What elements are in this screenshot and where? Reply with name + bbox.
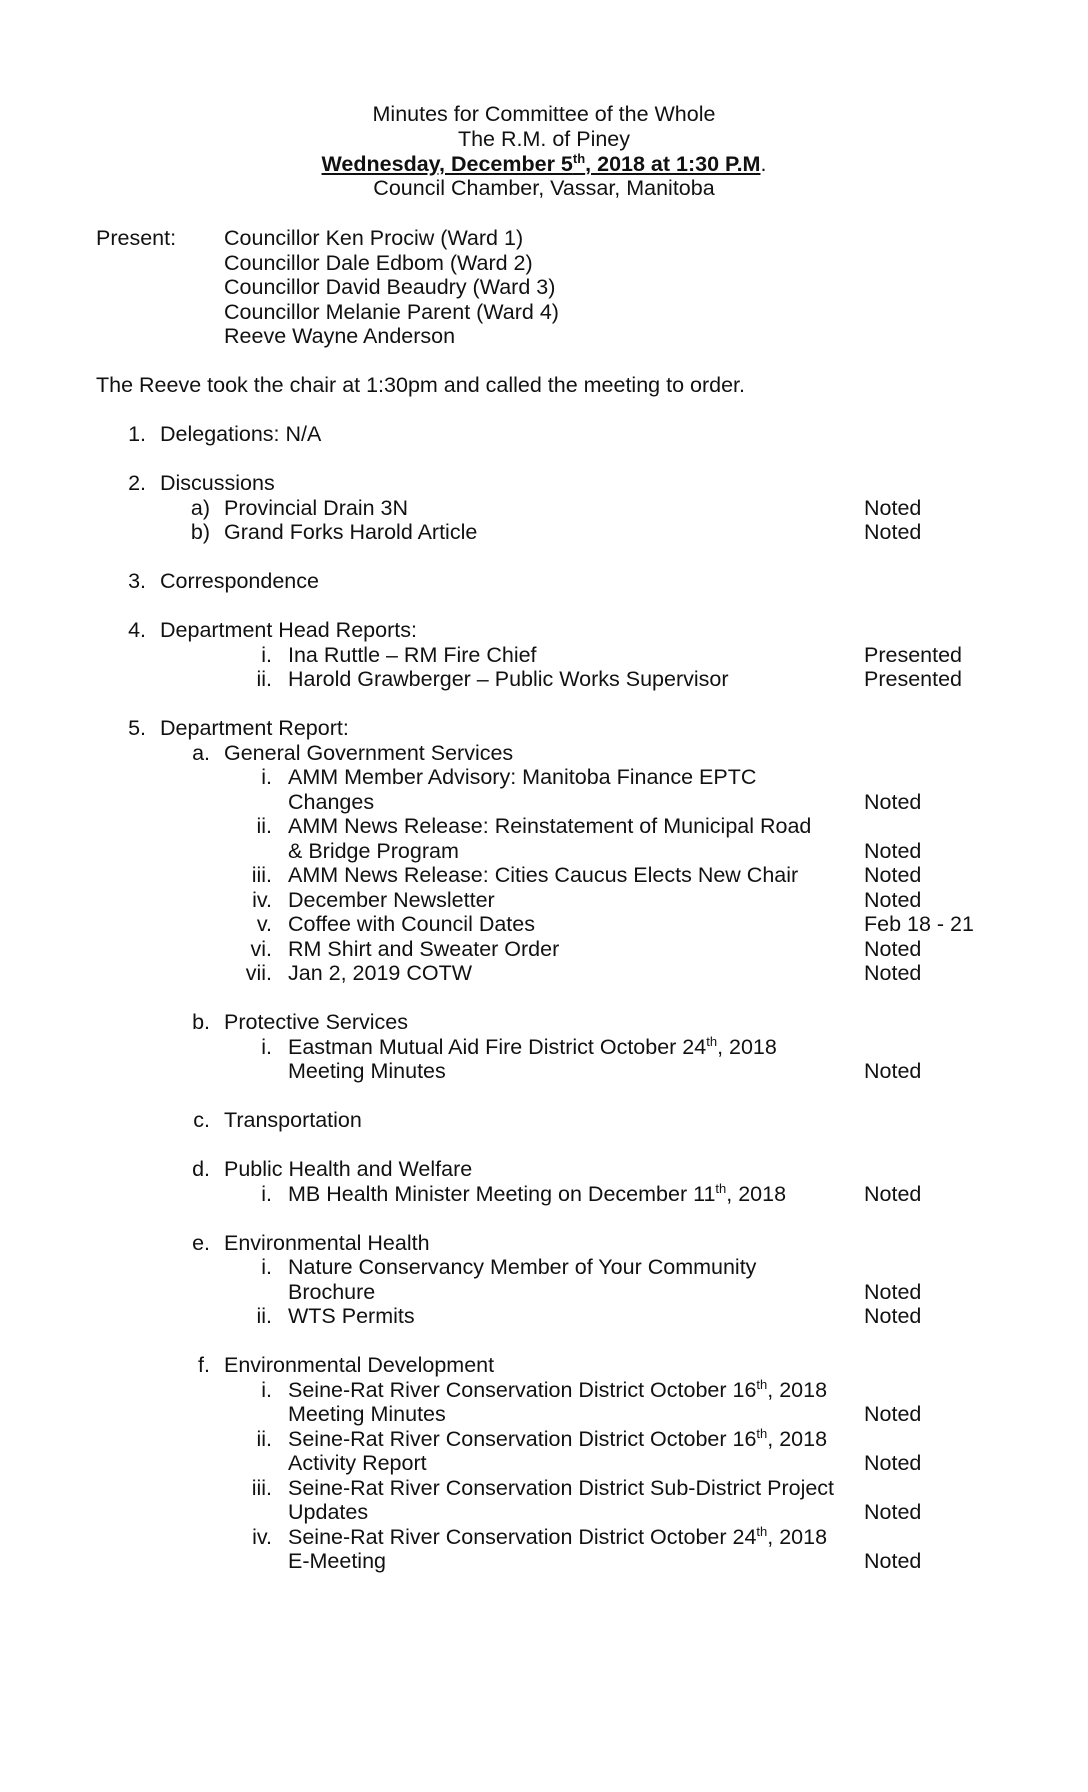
section-number: 4. xyxy=(128,618,146,642)
agenda-item: Grand Forks Harold Article xyxy=(224,520,478,544)
subsection-marker: d. xyxy=(192,1157,210,1181)
agenda-item: Seine-Rat River Conservation District Sub-District Project xyxy=(288,1476,835,1500)
agenda-item-year: , 2018 xyxy=(767,1525,828,1549)
section-title: Correspondence xyxy=(160,569,319,593)
agenda-item: AMM Member Advisory: Manitoba Finance EPTC xyxy=(288,765,757,789)
agenda-item-text: Seine-Rat River Conservation District October 24 xyxy=(288,1525,757,1549)
item-status: Noted xyxy=(864,496,922,520)
item-marker: i. xyxy=(261,1378,272,1402)
item-status: Noted xyxy=(864,790,922,814)
meeting-location: Council Chamber, Vassar, Manitoba xyxy=(373,176,715,200)
agenda-item: December Newsletter xyxy=(288,888,495,912)
item-marker: iv. xyxy=(252,1525,272,1549)
item-marker: i. xyxy=(261,1182,272,1206)
agenda-item-year: , 2018 xyxy=(767,1427,828,1451)
item-status: Noted xyxy=(864,863,922,887)
agenda-item-cont: & Bridge Program xyxy=(288,839,459,863)
present-member: Councillor Ken Prociw (Ward 1) xyxy=(224,226,524,250)
date-suffix: th xyxy=(572,150,586,166)
item-status: Presented xyxy=(864,667,963,691)
agenda-item-cont: E-Meeting xyxy=(288,1549,386,1573)
item-status: Noted xyxy=(864,1304,922,1328)
agenda-item: AMM News Release: Reinstatement of Municipal Road xyxy=(288,814,812,838)
item-marker: i. xyxy=(261,643,272,667)
doc-title: Minutes for Committee of the Whole xyxy=(372,102,716,126)
item-marker: i. xyxy=(261,1255,272,1279)
subsection-title: Environmental Development xyxy=(224,1353,495,1377)
agenda-item xyxy=(288,1525,827,1549)
item-marker: i. xyxy=(261,1035,272,1059)
item-marker: ii. xyxy=(256,814,272,838)
agenda-item-cont: Changes xyxy=(288,790,375,814)
item-status: Noted xyxy=(864,1182,922,1206)
agenda-item-cont: Brochure xyxy=(288,1280,376,1304)
agenda-item: RM Shirt and Sweater Order xyxy=(288,937,560,961)
agenda-item-year: , 2018 xyxy=(717,1035,777,1059)
section-title: Delegations: N/A xyxy=(160,422,322,446)
agenda-item: Coffee with Council Dates xyxy=(288,912,535,936)
present-member: Reeve Wayne Anderson xyxy=(224,324,456,348)
agenda-item-cont: Activity Report xyxy=(288,1451,427,1475)
item-status: Noted xyxy=(864,1280,922,1304)
subsection-marker: e. xyxy=(192,1231,210,1255)
present-member: Councillor Dale Edbom (Ward 2) xyxy=(224,251,533,275)
doc-org: The R.M. of Piney xyxy=(457,127,631,151)
agenda-item-text: Seine-Rat River Conservation District October 16 xyxy=(288,1378,757,1402)
item-status: Noted xyxy=(864,520,922,544)
agenda-item xyxy=(288,1035,777,1059)
subsection-title: Public Health and Welfare xyxy=(224,1157,473,1181)
section-number: 3. xyxy=(128,569,146,593)
agenda-item xyxy=(288,1427,827,1451)
subsection-title: Transportation xyxy=(224,1108,362,1132)
item-status: Noted xyxy=(864,1059,922,1083)
item-marker: vii. xyxy=(245,961,272,985)
present-member: Councillor Melanie Parent (Ward 4) xyxy=(224,300,559,324)
ordinal-suffix: th xyxy=(756,1425,768,1441)
item-marker: iv. xyxy=(252,888,272,912)
item-status: Noted xyxy=(864,1549,922,1573)
subsection-marker: b. xyxy=(192,1010,210,1034)
item-status: Noted xyxy=(864,1402,922,1426)
agenda-item: Ina Ruttle – RM Fire Chief xyxy=(288,643,537,667)
meeting-date xyxy=(0,152,1088,176)
agenda-item xyxy=(288,1182,786,1206)
agenda-item-year: , 2018 xyxy=(767,1378,828,1402)
subsection-title: General Government Services xyxy=(224,741,514,765)
section-number: 1. xyxy=(128,422,146,446)
agenda-item: Provincial Drain 3N xyxy=(224,496,409,520)
section-number: 5. xyxy=(128,716,146,740)
section-number: 2. xyxy=(128,471,146,495)
opening-statement: The Reeve took the chair at 1:30pm and called the meeting to order. xyxy=(96,373,745,397)
subsection-marker: a. xyxy=(192,741,210,765)
item-status: Presented xyxy=(864,643,963,667)
agenda-item-cont: Meeting Minutes xyxy=(288,1402,446,1426)
agenda-item xyxy=(288,1378,827,1402)
agenda-item-cont: Updates xyxy=(288,1500,369,1524)
agenda-item-cont: Meeting Minutes xyxy=(288,1059,446,1083)
subsection-marker: c. xyxy=(193,1108,210,1132)
item-marker: ii. xyxy=(256,1427,272,1451)
item-marker: i. xyxy=(261,765,272,789)
item-marker: v. xyxy=(256,912,272,936)
section-title: Discussions xyxy=(160,471,275,495)
agenda-item: Nature Conservancy Member of Your Community xyxy=(288,1255,757,1279)
section-title: Department Report: xyxy=(160,716,349,740)
present-label: Present: xyxy=(96,226,177,250)
item-marker: iii. xyxy=(251,1476,272,1500)
agenda-item-text: Eastman Mutual Aid Fire District October 24 xyxy=(288,1035,707,1059)
item-marker: b) xyxy=(190,520,210,544)
agenda-item-text: Seine-Rat River Conservation District October 16 xyxy=(288,1427,757,1451)
section-title: Department Head Reports: xyxy=(160,618,417,642)
agenda-item-year: , 2018 xyxy=(726,1182,787,1206)
ordinal-suffix: th xyxy=(756,1376,768,1392)
present-member: Councillor David Beaudry (Ward 3) xyxy=(224,275,556,299)
item-marker: ii. xyxy=(256,1304,272,1328)
item-status: Noted xyxy=(864,1451,922,1475)
subsection-title: Environmental Health xyxy=(224,1231,430,1255)
item-marker: a) xyxy=(190,496,210,520)
agenda-item: Harold Grawberger – Public Works Supervisor xyxy=(288,667,729,691)
item-status: Feb 18 - 21 xyxy=(864,912,974,936)
agenda-item: AMM News Release: Cities Caucus Elects New Chair xyxy=(288,863,799,887)
date-time: , 2018 at 1:30 P.M xyxy=(585,152,761,176)
item-status: Noted xyxy=(864,888,922,912)
ordinal-suffix: th xyxy=(706,1033,718,1049)
subsection-marker: f. xyxy=(198,1353,210,1377)
agenda-item-text: MB Health Minister Meeting on December 11 xyxy=(288,1182,716,1206)
item-status: Noted xyxy=(864,937,922,961)
ordinal-suffix: th xyxy=(715,1180,727,1196)
ordinal-suffix: th xyxy=(756,1523,768,1539)
item-status: Noted xyxy=(864,961,922,985)
item-marker: iii. xyxy=(251,863,272,887)
subsection-title: Protective Services xyxy=(224,1010,409,1034)
item-status: Noted xyxy=(864,839,922,863)
agenda-item: Jan 2, 2019 COTW xyxy=(288,961,473,985)
item-marker: vi. xyxy=(250,937,272,961)
item-status: Noted xyxy=(864,1500,922,1524)
item-marker: ii. xyxy=(256,667,272,691)
agenda-item: WTS Permits xyxy=(288,1304,415,1328)
date-period: . xyxy=(760,152,767,176)
date-text: Wednesday, December 5 xyxy=(321,152,573,176)
